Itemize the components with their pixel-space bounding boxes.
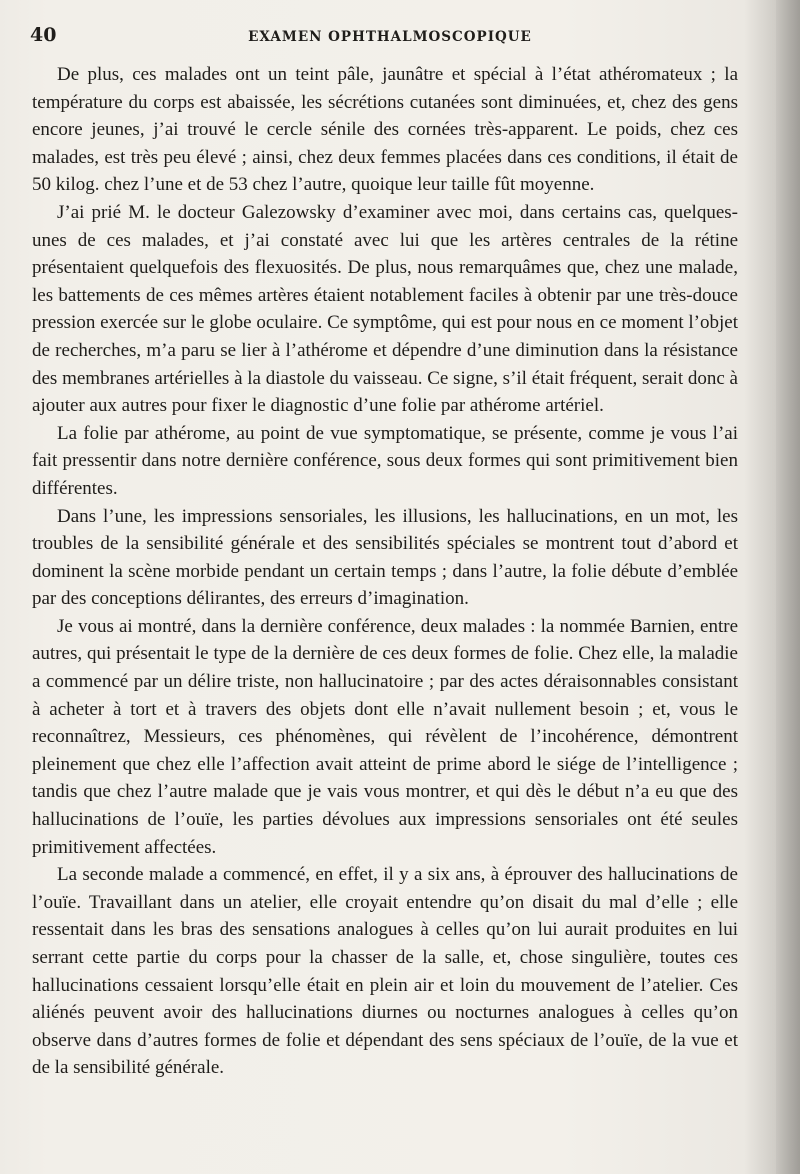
paragraph-6: La seconde malade a commencé, en effet, il y a six ans, à éprouver des hallucinations de l’ouïe. Travaillant dans un atelier, elle croyait entendre qu’on disait du mal d’elle ; elle ressentait dans les bras des sensations analogues à celles qu’on lui aurait produites en lui serrant cette partie du corps pour la chasser de la salle, et, chose singulière, toutes ces hallucinations cessaient lorsqu’elle était en plein air et loin du mouvement de l’atelier. Ces aliénés peuvent avoir des hallucinations diurnes ou nocturnes analogues à celles qu’on observe dans d’autres formes de folie et dépendant des sens spéciaux de l’ouïe, de la vue et de la sensibilité générale. (32, 864, 738, 1079)
page-number: 40 (30, 24, 57, 46)
paragraph-4: Dans l’une, les impressions sensoriales, les illusions, les hallucinations, en un mot, les troubles de la sensibilité générale et des sensibilités spéciales se montrent tout d’abord et dominent la scène morbide pendant un certain temps ; dans l’autre, la folie débute d’emblée par des conceptions délirantes, des erreurs d’imagination. (32, 505, 738, 610)
paragraph-2: J’ai prié M. le docteur Galezowsky d’examiner avec moi, dans certains cas, quelques-unes de ces malades, et j’ai constaté avec lui que les artères centrales de la rétine présentaient quelquefois des flexuosités. De plus, nous remarquâmes que, chez une malade, les battements de ces mêmes artères étaient notablement faciles à obtenir par une très-douce pression exercée sur le globe oculaire. Ce symptôme, qui est pour nous en ce moment l’objet de recherches, m’a paru se lier à l’athérome et dépendre d’une diminution dans la résistance des membranes artérielles à la diastole du vaisseau. Ce signe, s’il était fréquent, serait donc à ajouter aux autres pour fixer le diagnostic d’une folie par athérome artériel. (32, 201, 738, 417)
body-text (32, 61, 738, 1082)
paragraph-5: Je vous ai montré, dans la dernière conférence, deux malades : la nommée Barnien, entre autres, qui présentait le type de la dernière de ces deux formes de folie. Chez elle, la maladie a commencé par un délire triste, non hallucinatoire ; par des actes déraisonnables consistant à acheter à tort et à travers des objets dont elle n’avait nullement besoin ; et, vous le reconnaîtrez, Messieurs, ces phénomènes, qui révèlent de l’incohérence, démontrent pleinement que chez elle l’affection avait atteint de prime abord le siége de l’intelligence ; tandis que chez l’autre malade que je vais vous montrer, et qui dès le début n’a eu que des hallucinations de l’ouïe, les parties dévolues aux impressions sensoriales ont été seules primitivement affectées. (32, 615, 738, 858)
running-title: EXAMEN OPHTHALMOSCOPIQUE (248, 29, 532, 45)
page-edge-shadow (776, 0, 800, 1174)
paragraph-1: De plus, ces malades ont un teint pâle, jaunâtre et spécial à l’état athéromateux ; la température du corps est abaissée, les sécrétions cutanées sont diminuées, et, chez des gens encore jeunes, j’ai trouvé le cercle sénile des cornées très-apparent. Le poids, chez ces malades, est très peu élevé ; ainsi, chez deux femmes placées dans ces conditions, il était de 50 kilog. chez l’une et de 53 chez l’autre, quoique leur taille fût moyenne. (32, 64, 738, 196)
paragraph-3: La folie par athérome, au point de vue symptomatique, se présente, comme je vous l’ai fait pressentir dans notre dernière conférence, sous deux formes qui sont primitivement bien différentes. (32, 422, 738, 499)
